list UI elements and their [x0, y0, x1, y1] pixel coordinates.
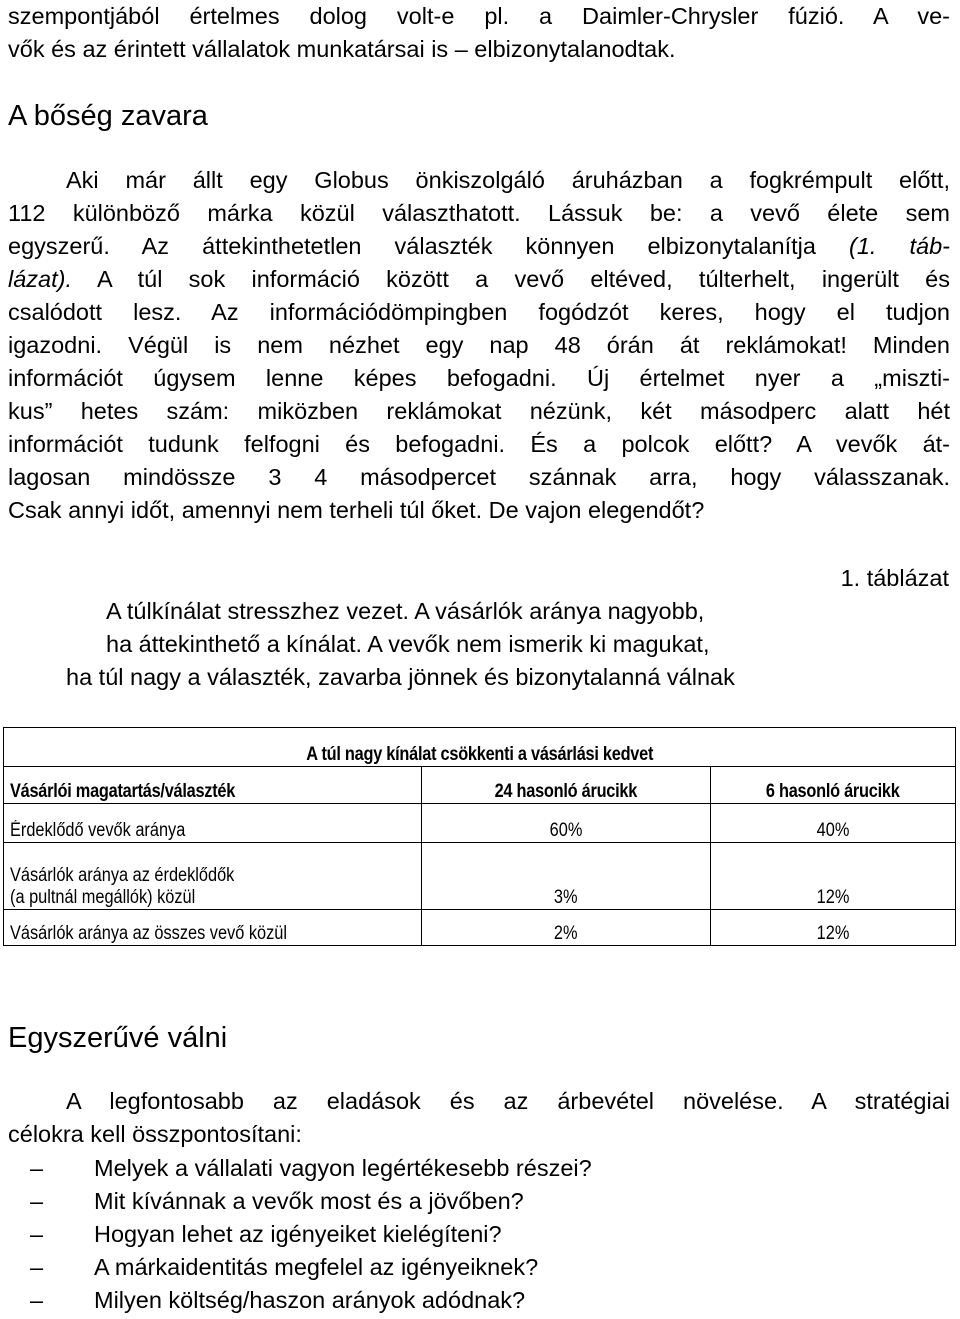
list-item [30, 1251, 538, 1284]
table-caption-line: ha áttekinthető a kínálat. A vevők nem ismerik ki magukat, [106, 631, 710, 657]
list-item [30, 1152, 592, 1185]
paragraph-line: lagosan mindössze 3 4 másodpercet szánnak arra, hogy válasszanak. [8, 464, 950, 490]
table-cell: 3% [421, 843, 711, 910]
table-cell: 12% [711, 843, 956, 910]
section-heading: Egyszerűvé válni [8, 1022, 228, 1054]
column-header: Vásárlói magatartás/választék [4, 767, 422, 804]
bullet-dash: – [30, 1287, 44, 1313]
paragraph-line: kus” hetes szám: miközben reklámokat nézünk, két másodperc alatt hét [8, 398, 950, 424]
paragraph-line: igazodni. Végül is nem nézhet egy nap 48 órán át reklámokat! Minden [8, 332, 950, 358]
table-row [4, 910, 956, 946]
table-number: 1. táblázat [840, 565, 949, 591]
bullet-dash: – [30, 1254, 44, 1280]
table-row [4, 804, 956, 843]
list-item-text: Mit kívánnak a vevők most és a jövőben? [94, 1188, 524, 1214]
paragraph-line [8, 263, 950, 296]
table-cell: 60% [421, 804, 711, 843]
paragraph-line: Csak annyi időt, amennyi nem terheli túl őket. De vajon elegendőt? [8, 497, 705, 523]
list-item-text: A márkaidentitás megfelel az igényeiknek? [94, 1254, 539, 1280]
list-item [30, 1185, 524, 1218]
column-header: 6 hasonló árucikk [711, 767, 956, 804]
paragraph-line: információt úgysem lenne képes befogadni. Új értelmet nyer a „miszti- [8, 365, 950, 391]
section-heading: A bőség zavara [8, 100, 208, 132]
table-header-row [4, 767, 956, 804]
paragraph-line: 112 különböző márka közül választhatott. Lássuk be: a vevő élete sem [8, 200, 950, 226]
table-caption-line: ha túl nagy a választék, zavarba jönnek és bizonytalanná válnak [66, 664, 735, 690]
list-item [30, 1284, 525, 1317]
table-cell: 12% [711, 910, 956, 946]
list-item-text: Hogyan lehet az igényeiket kielégíteni? [94, 1221, 502, 1247]
paragraph-line: A legfontosabb az eladások és az árbevétel növelése. A stratégiai [66, 1088, 950, 1114]
bullet-dash: – [30, 1155, 44, 1181]
table-caption-line: A túlkínálat stresszhez vezet. A vásárlók aránya nagyobb, [106, 598, 705, 624]
paragraph-line: szempontjából értelmes dolog volt-e pl. a Daimler-Chrysler fúzió. A ve- [8, 3, 950, 29]
paragraph-line: Aki már állt egy Globus önkiszolgáló áruházban a fogkrémpult előtt, [66, 167, 950, 193]
row-label: Vásárlók aránya az összes vevő közül [4, 910, 422, 946]
list-item-text: Milyen költség/haszon arányok adódnak? [94, 1287, 526, 1313]
table-title: A túl nagy kínálat csökkenti a vásárlási kedvet [4, 728, 956, 767]
row-label: Érdeklődő vevők aránya [4, 804, 422, 843]
list-item-text: Melyek a vállalati vagyon legértékesebb részei? [94, 1155, 592, 1181]
bullet-dash: – [30, 1221, 44, 1247]
paragraph-line: információt tudunk felfogni és befogadni. És a polcok előtt? A vevők át- [8, 431, 950, 457]
list-item [30, 1218, 502, 1251]
table-reference: (1. táb- [849, 233, 950, 259]
table-cell: 2% [421, 910, 711, 946]
paragraph-text: A túl sok információ között a vevő eltéved, túlterhelt, ingerült és [72, 266, 950, 292]
table-cell: 40% [711, 804, 956, 843]
paragraph-text: egyszerű. Az áttekinthetetlen választék könnyen elbizonytalanítja [8, 233, 850, 259]
row-label: Vásárlók aránya az érdeklődők (a pultnál megállók) közül [4, 843, 422, 910]
paragraph-line [8, 230, 950, 263]
paragraph-line: vők és az érintett vállalatok munkatársai is – elbizonytalanodtak. [8, 36, 676, 62]
bullet-dash: – [30, 1188, 44, 1214]
table-reference: lázat). [8, 266, 72, 292]
data-table [3, 727, 956, 946]
paragraph-line: célokra kell összpontosítani: [8, 1121, 302, 1147]
table-row [4, 843, 956, 910]
paragraph-line: csalódott lesz. Az információdömpingben fogódzót keres, hogy el tudjon [8, 299, 950, 325]
column-header: 24 hasonló árucikk [421, 767, 711, 804]
